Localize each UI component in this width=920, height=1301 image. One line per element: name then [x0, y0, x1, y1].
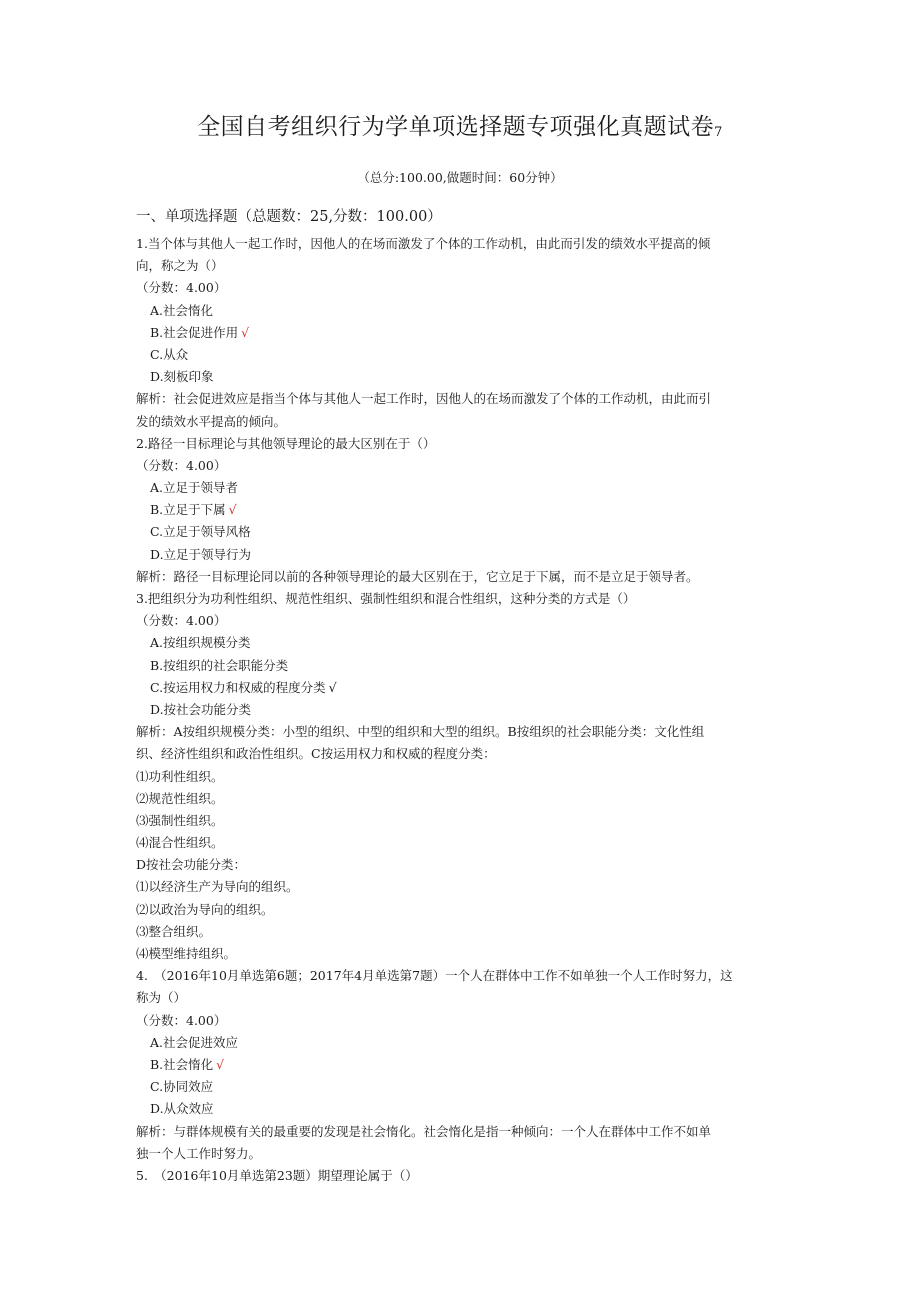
q3-c-item: ⑶强制性组织。 [136, 812, 224, 828]
q3-d-item: ⑵以政治为导向的组织。 [136, 901, 274, 917]
q4-option-b-text: B.社会惰化 [150, 1056, 214, 1072]
q3-analysis-line2: 织、经济性组织和政治性组织。C按运用权力和权威的程度分类： [136, 746, 496, 762]
q1-option-b [136, 322, 786, 344]
q3-c-item: ⑷混合性组织。 [136, 835, 224, 851]
q1-option-a: A.社会惰化 [150, 302, 214, 318]
q3-d-heading: D按社会功能分类： [136, 857, 247, 873]
q3-score: （分数：4.00） [136, 613, 227, 629]
q3-analysis-line1: 解析：A按组织规模分类：小型的组织、中型的组织和大型的组织。B按组织的社会职能分类：文化性组 [136, 724, 705, 740]
q1-option-b-text: B.社会促进作用 [150, 324, 239, 340]
correct-check-icon: √ [241, 324, 250, 340]
question-list [136, 233, 786, 1187]
q2-analysis: 解析：路径一目标理论同以前的各种领导理论的最大区别在于，它立足于下属，而不是立足于领导者。 [136, 568, 699, 584]
q4-analysis-line1: 解析：与群体规模有关的最重要的发现是社会惰化。社会惰化是指一种倾向：一个人在群体中工作不如单 [136, 1123, 712, 1139]
q3-option-c [136, 677, 786, 699]
q2-option-b-text: B.立足于下属 [150, 502, 226, 518]
q2-option-a: A.立足于领导者 [150, 480, 239, 496]
q2-stem: 2.路径一目标理论与其他领导理论的最大区别在于（） [136, 435, 436, 451]
q3-d-item: ⑶整合组织。 [136, 923, 212, 939]
q4-option-d: D.从众效应 [150, 1101, 214, 1117]
exam-meta: （总分:100.00,做题时间：60分钟） [357, 170, 563, 185]
q1-stem-line1: 1.当个体与其他人一起工作时，因他人的在场而激发了个体的工作动机，由此而引发的绩效水平提高的倾 [136, 236, 711, 251]
q3-option-d: D.按社会功能分类 [150, 701, 252, 717]
correct-check-icon: √ [216, 1056, 225, 1072]
q3-d-item: ⑴以经济生产为导向的组织。 [136, 879, 299, 895]
q4-option-a: A.社会促进效应 [150, 1034, 239, 1050]
q2-option-b [136, 499, 786, 521]
q3-c-item: ⑵规范性组织。 [136, 790, 224, 806]
q4-option-b [136, 1054, 786, 1076]
q1-stem-line2: 向，称之为（） [136, 258, 224, 274]
q2-score: （分数：4.00） [136, 457, 227, 473]
q3-c-item: ⑴功利性组织。 [136, 768, 224, 784]
q3-option-c-text: C.按运用权力和权威的程度分类 [150, 679, 326, 695]
title-text: 全国自考组织行为学单项选择题专项强化真题试卷 [197, 114, 715, 140]
q1-score: （分数：4.00） [136, 280, 227, 296]
q1-option-d: D.刻板印象 [150, 369, 214, 385]
q2-option-d: D.立足于领导行为 [150, 546, 252, 562]
document-title [0, 108, 920, 141]
q4-stem-line2: 称为（） [136, 990, 187, 1006]
q5-stem: 5. （2016年10月单选第23题）期望理论属于（） [136, 1167, 418, 1183]
q1-analysis-line2: 发的绩效水平提高的倾向。 [136, 413, 287, 429]
q4-analysis-line2: 独一个人工作时努力。 [136, 1145, 262, 1161]
q2-option-c: C.立足于领导风格 [150, 524, 251, 540]
q4-option-c: C.协同效应 [150, 1079, 214, 1095]
q4-score: （分数：4.00） [136, 1012, 227, 1028]
q3-option-b: B.按组织的社会职能分类 [150, 657, 289, 673]
title-suffix: 7 [714, 125, 723, 140]
q3-d-item: ⑷模型维持组织。 [136, 946, 237, 961]
q3-stem: 3.把组织分为功利性组织、规范性组织、强制性组织和混合性组织，这种分类的方式是（） [136, 591, 636, 606]
q1-option-c: C.从众 [150, 346, 189, 362]
correct-check-icon: √ [228, 502, 237, 518]
q3-option-a: A.按组织规模分类 [150, 635, 251, 651]
q1-analysis-line1: 解析：社会促进效应是指当个体与其他人一起工作时，因他人的在场而激发了个体的工作动机，由此而引 [136, 391, 712, 407]
section-heading: 一、单项选择题（总题数：25,分数：100.00） [136, 209, 442, 225]
q4-stem-line1: 4. （2016年10月单选第6题；2017年4月单选第7题）一个人在群体中工作不如单独一个人工作时努力，这 [136, 968, 733, 984]
correct-check-icon: √ [328, 679, 337, 695]
